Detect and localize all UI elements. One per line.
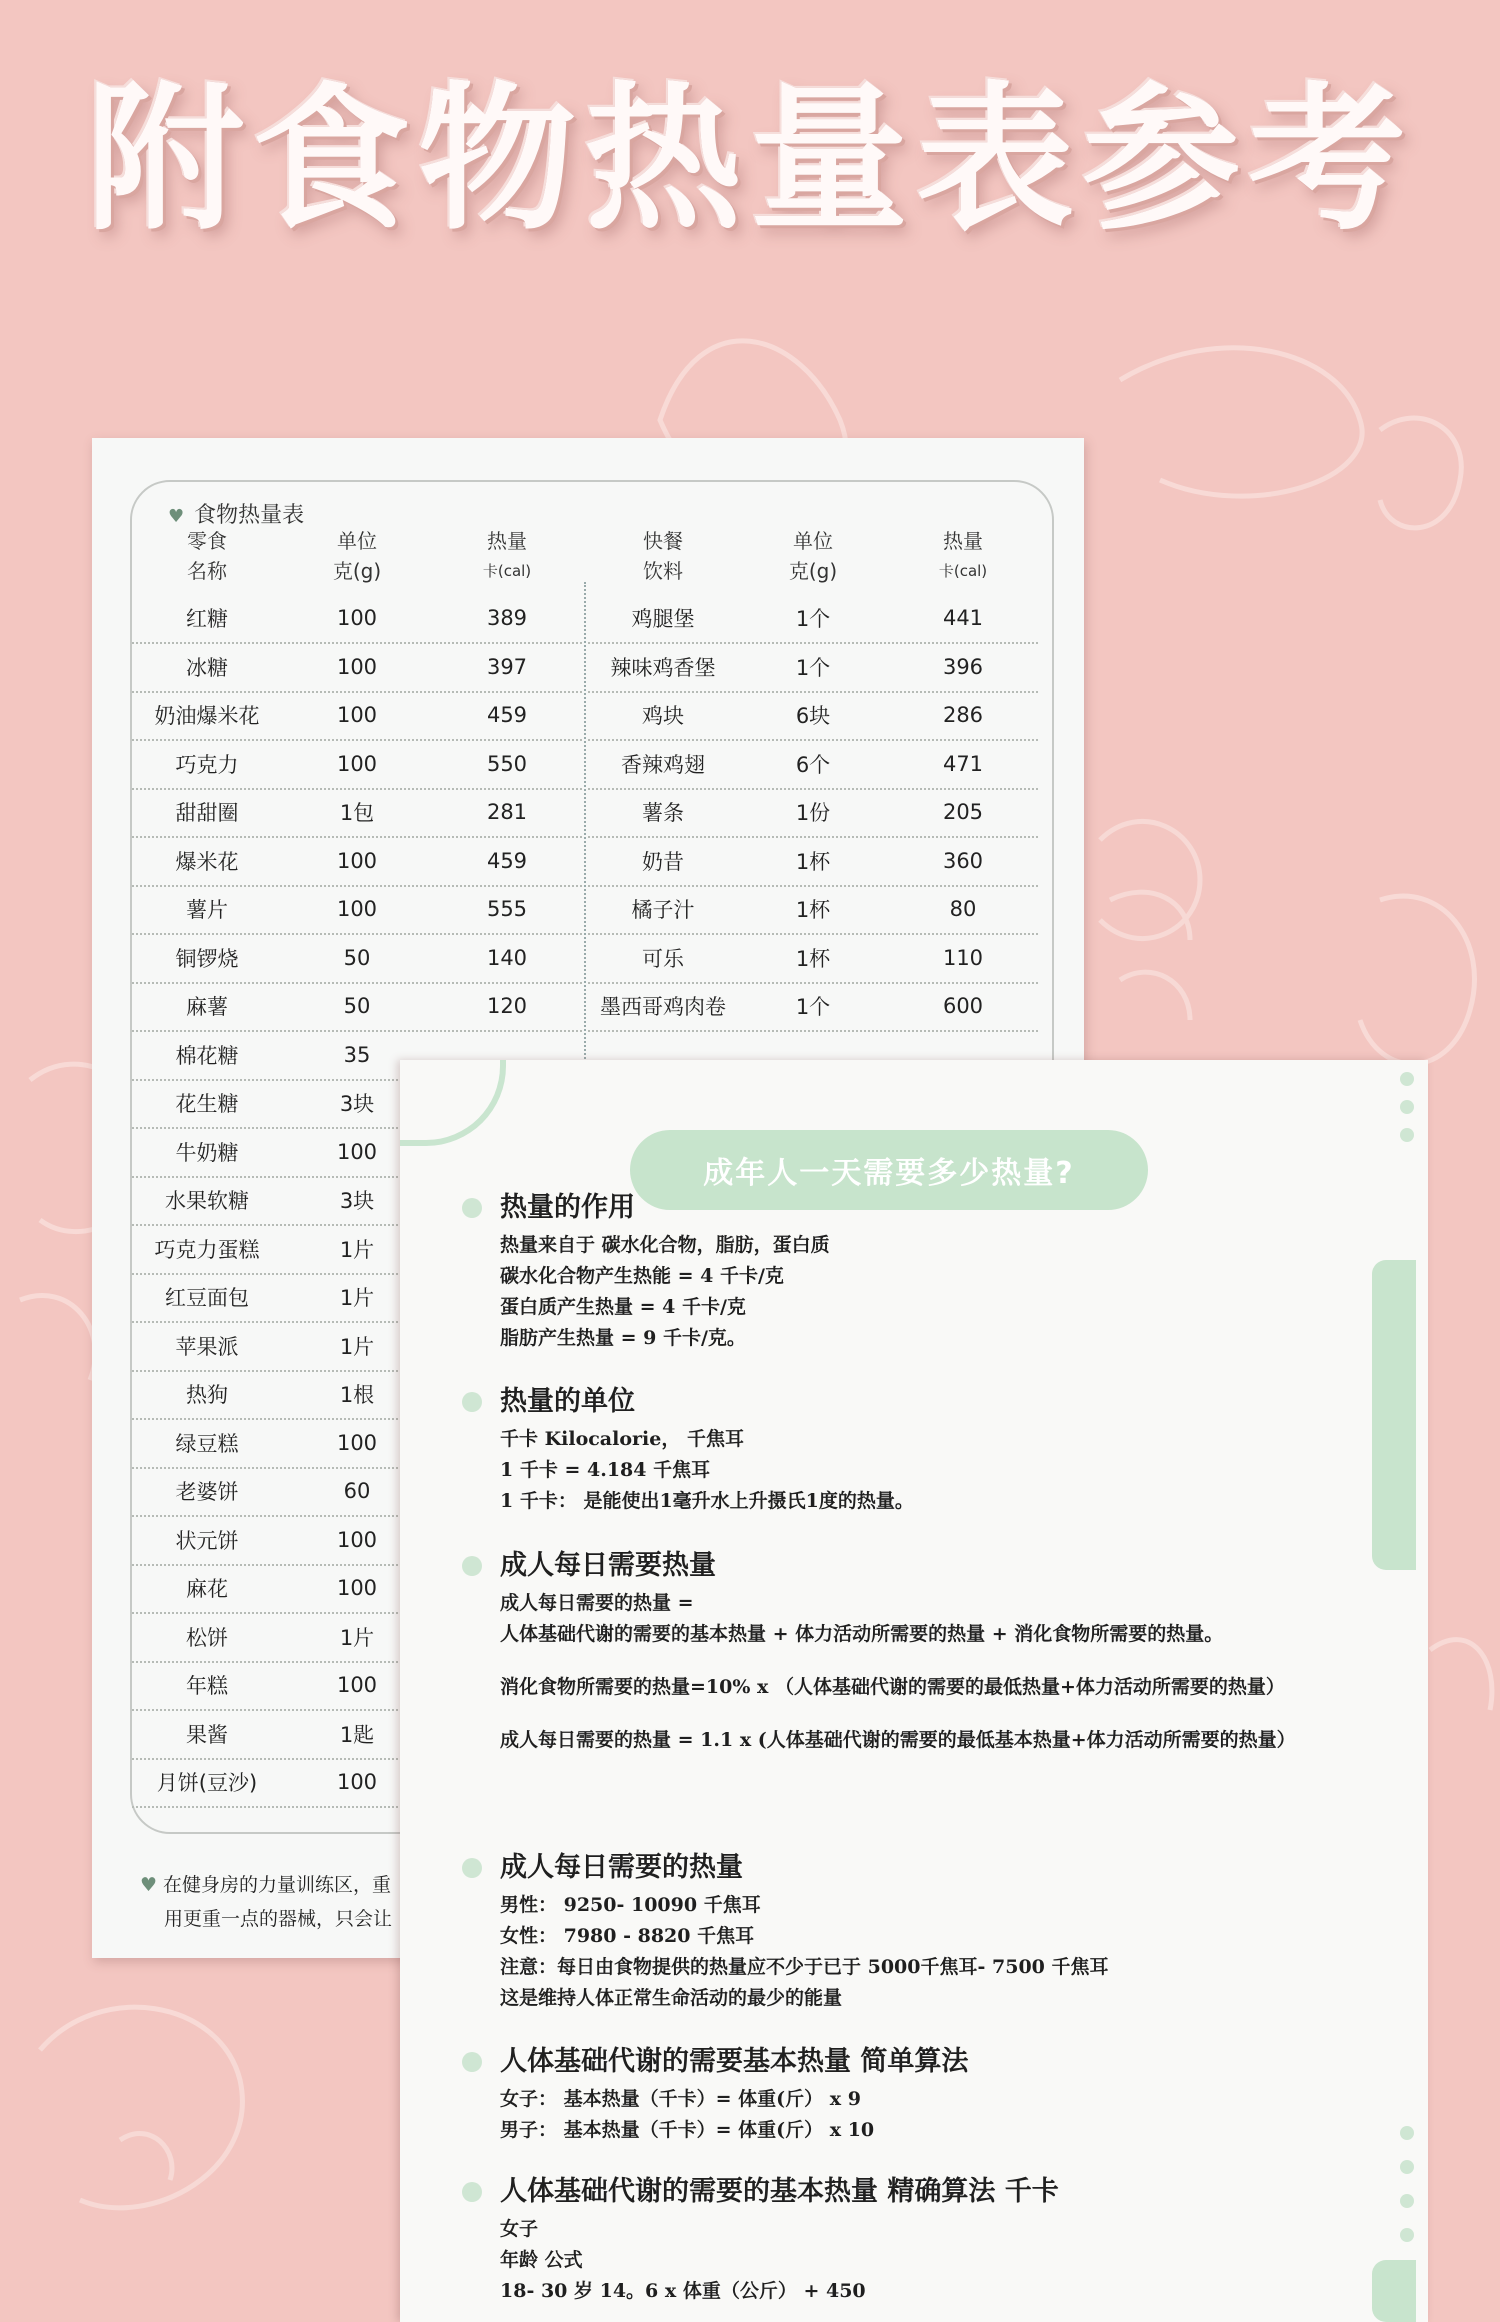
decorative-dot	[1400, 1128, 1414, 1142]
table-cell: 绿豆糕	[175, 1431, 239, 1456]
section-line: 年龄 公式	[500, 2249, 583, 2271]
table-cell: 110	[942, 945, 984, 970]
table-cell: 鸡块	[642, 704, 684, 728]
table-cell: 281	[486, 800, 528, 824]
table-cell: 6个	[795, 752, 831, 777]
section-line: 男性： 9250- 10090 千焦耳	[500, 1894, 761, 1916]
table-row	[132, 594, 582, 644]
info-section	[462, 1546, 1392, 1756]
section-bullet-icon	[462, 2052, 482, 2072]
heart-icon: ♥	[140, 1874, 158, 1896]
table-row	[588, 885, 1038, 935]
info-section	[462, 1188, 1392, 1354]
table-cell: 1份	[795, 801, 831, 825]
table-cell: 441	[942, 606, 984, 630]
table-cell: 月饼(豆沙)	[156, 1771, 258, 1795]
table-cell: 红豆面包	[165, 1286, 249, 1310]
table-row	[588, 837, 1038, 887]
table-row	[588, 643, 1038, 693]
section-line: 人体基础代谢的需要的基本热量 + 体力活动所需要的热量 + 消化食物所需要的热量。	[500, 1623, 1224, 1645]
table-row	[132, 982, 582, 1032]
table-cell: 3块	[339, 1189, 375, 1213]
table-cell: 鸡腿堡	[631, 607, 695, 631]
section-title: 成人每日需要的热量	[500, 1852, 743, 1883]
table-cell: 389	[486, 606, 528, 630]
decorative-dot	[1400, 2160, 1414, 2174]
info-section	[462, 2172, 1392, 2307]
table-row	[132, 885, 582, 935]
table-row	[588, 934, 1038, 984]
header-cell	[588, 526, 738, 586]
table-cell: 铜锣烧	[175, 946, 239, 971]
table-cell: 100	[336, 897, 378, 921]
table-cell: 1包	[339, 801, 375, 825]
table-cell: 辣味鸡香堡	[610, 655, 716, 680]
table-cell: 1个	[795, 655, 831, 680]
table-cell: 状元饼	[175, 1528, 239, 1553]
table-cell: 果酱	[186, 1722, 228, 1747]
table-cell: 360	[942, 848, 984, 873]
table-cell: 100	[336, 1527, 378, 1552]
table-cell: 1片	[339, 1286, 375, 1310]
table-row	[588, 740, 1038, 790]
banner-title: 附食物热量表参考	[86, 68, 1414, 252]
table-cell: 巧克力蛋糕	[154, 1237, 260, 1262]
section-line: 1 千卡： 是能使出1毫升水上升摄氏1度的热量。	[500, 1490, 914, 1512]
table-cell: 100	[336, 1139, 378, 1164]
header-line1: 零食	[187, 529, 227, 553]
table-row	[132, 934, 582, 984]
table-cell: 甜甜圈	[175, 801, 239, 825]
decorative-dot	[1400, 1072, 1414, 1086]
section-line: 女子： 基本热量（千卡）= 体重(斤） x 9	[500, 2088, 861, 2110]
table-cell: 麻花	[186, 1577, 228, 1601]
header-cell	[282, 526, 432, 586]
section-title: 成人每日需要热量	[500, 1550, 716, 1581]
section-line: 注意：每日由食物提供的热量应不少于已于 5000千焦耳- 7500 千焦耳	[500, 1956, 1109, 1978]
header-line2: 克(g)	[332, 559, 382, 583]
table-cell: 棉花糖	[175, 1043, 239, 1068]
table-cell: 1片	[339, 1237, 375, 1262]
decorative-arc	[400, 1060, 506, 1146]
table-cell: 1片	[339, 1334, 375, 1359]
table-cell: 苹果派	[175, 1334, 239, 1359]
table-cell: 橘子汁	[631, 898, 695, 922]
table-cell: 100	[336, 1673, 378, 1697]
table-cell: 100	[336, 848, 378, 873]
header-line1: 单位	[793, 529, 833, 553]
table-cell: 471	[942, 751, 984, 776]
heart-icon: ♥	[168, 506, 185, 527]
table-cell: 1杯	[795, 946, 831, 971]
header-line2: 克(g)	[788, 559, 838, 583]
table-title: ♥ 食物热量表	[168, 503, 305, 528]
section-line: 男子： 基本热量（千卡）= 体重(斤） x 10	[500, 2119, 875, 2141]
table-cell: 薯条	[642, 801, 684, 825]
table-cell: 100	[336, 606, 378, 630]
table-cell: 205	[942, 800, 984, 824]
table-cell: 奶油爆米花	[154, 704, 260, 728]
table-cell: 100	[336, 703, 378, 727]
info-section	[462, 2042, 1392, 2146]
section-title: 热量的作用	[500, 1192, 635, 1223]
info-section	[462, 1848, 1392, 2014]
table-cell: 1根	[339, 1383, 375, 1407]
section-line: 蛋白质产生热量 = 4 千卡/克	[500, 1296, 746, 1318]
table-cell: 1个	[795, 995, 831, 1019]
table-row	[588, 982, 1038, 1032]
table-row	[588, 788, 1038, 838]
table-cell: 100	[336, 1430, 378, 1455]
table-cell: 396	[942, 654, 984, 679]
header-line1: 热量	[487, 529, 527, 553]
header-line2: 名称	[187, 559, 227, 583]
decorative-dot	[1400, 2194, 1414, 2208]
table-cell: 3块	[339, 1092, 375, 1116]
section-line: 成人每日需要的热量 =	[500, 1592, 694, 1614]
table-cell: 墨西哥鸡肉卷	[600, 995, 726, 1019]
table-cell: 热狗	[186, 1383, 228, 1407]
table-cell: 1杯	[795, 849, 831, 874]
header-line1: 热量	[943, 529, 983, 553]
table-cell: 爆米花	[175, 849, 239, 874]
section-line: 这是维持人体正常生命活动的最少的能量	[500, 1987, 843, 2009]
table-cell: 牛奶糖	[175, 1140, 239, 1165]
heading-pill-text: 成年人一天需要多少热量?	[703, 1156, 1075, 1191]
section-line: 女子	[500, 2218, 539, 2240]
table-cell: 286	[942, 703, 984, 727]
table-cell: 可乐	[642, 946, 684, 971]
header-line2: 饮料	[643, 559, 683, 583]
section-line: 成人每日需要的热量 = 1.1 x (人体基础代谢的需要的最低基本热量+体力活动所需要的热量）	[500, 1729, 1296, 1751]
table-row	[132, 837, 582, 887]
section-bullet-icon	[462, 1858, 482, 1878]
info-section	[462, 1382, 1392, 1517]
table-cell: 600	[942, 994, 984, 1018]
table-cell: 459	[486, 848, 528, 873]
table-cell: 100	[336, 751, 378, 776]
header-cell	[888, 526, 1038, 586]
section-line: 脂肪产生热量 = 9 千卡/克。	[500, 1327, 746, 1349]
table-cell: 1个	[795, 607, 831, 631]
section-bullet-icon	[462, 1392, 482, 1412]
section-line: 千卡 Kilocalorie， 千焦耳	[500, 1428, 744, 1450]
table-cell: 397	[486, 654, 528, 679]
header-line1: 单位	[337, 529, 377, 553]
table-cell: 老婆饼	[175, 1480, 239, 1504]
table-cell: 555	[486, 897, 528, 921]
calorie-info-page	[400, 1060, 1428, 2322]
decorative-dot	[1400, 1100, 1414, 1114]
table-cell: 35	[343, 1042, 371, 1067]
table-cell: 550	[486, 751, 528, 776]
header-cell	[132, 526, 282, 586]
table-cell: 松饼	[186, 1625, 228, 1650]
table-header	[132, 526, 582, 586]
section-title: 人体基础代谢的需要基本热量 简单算法	[500, 2046, 969, 2077]
table-footnote: ♥ 在健身房的力量训练区，重 用更重一点的器械，只会让	[140, 1874, 393, 1930]
table-cell: 50	[343, 945, 371, 970]
table-row	[132, 740, 582, 790]
table-cell: 100	[336, 1770, 378, 1794]
header-line2: 卡(cal)	[482, 562, 532, 580]
section-line: 1 千卡 = 4.184 千焦耳	[500, 1459, 711, 1481]
table-cell: 奶昔	[642, 849, 684, 874]
table-cell: 花生糖	[175, 1092, 239, 1116]
table-cell: 140	[486, 945, 528, 970]
section-line: 18- 30 岁 14。6 x 体重（公斤） + 450	[500, 2280, 866, 2302]
table-cell: 水果软糖	[165, 1189, 249, 1213]
table-cell: 100	[336, 1576, 378, 1600]
table-cell: 香辣鸡翅	[621, 752, 705, 777]
table-cell: 麻薯	[186, 995, 228, 1019]
section-bullet-icon	[462, 1198, 482, 1218]
table-cell: 459	[486, 703, 528, 727]
table-cell: 1匙	[339, 1722, 375, 1747]
section-line: 热量来自于 碳水化合物，脂肪，蛋白质	[500, 1234, 830, 1256]
table-header	[588, 526, 1038, 586]
table-cell: 年糕	[186, 1674, 228, 1698]
header-cell	[738, 526, 888, 586]
section-line: 女性： 7980 - 8820 千焦耳	[500, 1925, 755, 1947]
section-title: 热量的单位	[500, 1386, 635, 1417]
section-line: 碳水化合物产生热能 = 4 千卡/克	[500, 1265, 784, 1287]
header-line1: 快餐	[643, 529, 683, 553]
table-row	[588, 594, 1038, 644]
table-cell: 红糖	[186, 607, 228, 631]
table-cell: 50	[343, 994, 371, 1018]
table-cell: 1片	[339, 1625, 375, 1650]
table-cell: 60	[343, 1479, 371, 1503]
decorative-dot	[1400, 2228, 1414, 2242]
table-cell: 100	[336, 654, 378, 679]
decorative-dot	[1400, 2126, 1414, 2140]
table-cell: 6块	[795, 704, 831, 728]
table-cell: 薯片	[186, 898, 228, 922]
section-line: 消化食物所需要的热量=10% x （人体基础代谢的需要的最低热量+体力活动所需要的热量）	[500, 1676, 1285, 1698]
banner	[0, 60, 1500, 260]
header-cell	[432, 526, 582, 586]
table-row	[132, 691, 582, 741]
section-title: 人体基础代谢的需要的基本热量 精确算法 千卡	[500, 2176, 1059, 2207]
table-row	[588, 691, 1038, 741]
table-cell: 1杯	[795, 898, 831, 922]
section-bullet-icon	[462, 1556, 482, 1576]
table-cell: 冰糖	[186, 655, 228, 680]
table-row	[132, 643, 582, 693]
table-cell: 80	[949, 897, 977, 921]
table-cell: 120	[486, 994, 528, 1018]
header-line2: 卡(cal)	[938, 562, 988, 580]
section-bullet-icon	[462, 2182, 482, 2202]
table-cell: 巧克力	[175, 752, 239, 777]
table-row	[132, 788, 582, 838]
